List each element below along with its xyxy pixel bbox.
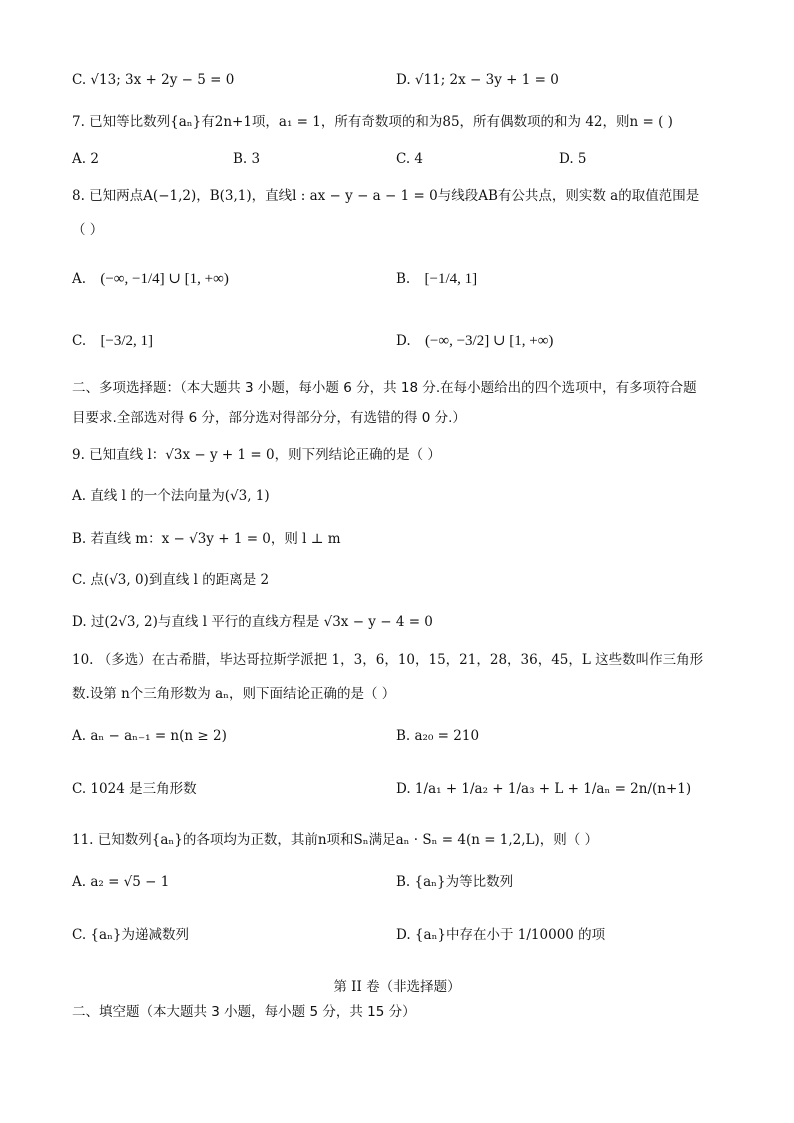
- q8-option-a: [72, 272, 229, 287]
- q9-option-d: D. 过(2√3, 2)与直线 l 平行的直线方程是 √3x − y − 4 = 0: [72, 614, 433, 630]
- q6-option-c: C. √13; 3x + 2y − 5 = 0: [72, 72, 235, 88]
- q8-option-c-value: [−3/2, 1]: [100, 333, 154, 349]
- q10-stem-line1: 10. （多选）在古希腊，毕达哥拉斯学派把 1，3，6，10，15，21，28，36，45，L 这些数叫作三角形: [72, 652, 704, 668]
- q8-option-a-label: A.: [72, 271, 87, 287]
- section-multi-choice-line2: 目要求.全部选对得 6 分，部分选对得部分分，有选错的得 0 分.）: [72, 410, 466, 426]
- q9-option-a: A. 直线 l 的一个法向量为(√3, 1): [72, 488, 270, 504]
- q11-option-d: D. {aₙ}中存在小于 1/10000 的项: [396, 927, 606, 943]
- q8-stem: 8. 已知两点A(−1,2)，B(3,1)，直线l : ax − y − a − 1 = 0与线段AB有公共点，则实数 a的取值范围是: [72, 188, 700, 204]
- q10-stem-line2: 数.设第 n个三角形数为 aₙ，则下面结论正确的是（ ）: [72, 686, 396, 702]
- section-fill-blank-header: 二、填空题（本大题共 3 小题，每小题 5 分，共 15 分）: [72, 1004, 416, 1020]
- q8-option-d-value: (−∞, −3/2] ∪ [1, +∞): [424, 333, 554, 349]
- q8-option-a-value: (−∞, −1/4] ∪ [1, +∞): [100, 271, 229, 287]
- q9-option-c: C. 点(√3, 0)到直线 l 的距离是 2: [72, 572, 270, 588]
- q10-option-a: A. aₙ − aₙ₋₁ = n(n ≥ 2): [72, 728, 227, 744]
- q8-option-c-label: C.: [72, 333, 87, 349]
- q7-option-c: C. 4: [396, 151, 424, 167]
- q8-option-c: [72, 334, 153, 349]
- q8-option-d-label: D.: [396, 333, 411, 349]
- q10-option-d: D. 1/a₁ + 1/a₂ + 1/a₃ + L + 1/aₙ = 2n/(n+1): [396, 781, 692, 797]
- q6-option-d: D. √11; 2x − 3y + 1 = 0: [396, 72, 559, 88]
- q10-option-b: B. a₂₀ = 210: [396, 728, 480, 744]
- part-two-title: 第 II 卷（非选择题）: [333, 979, 461, 995]
- q7-option-a: A. 2: [72, 151, 99, 167]
- q11-option-b: B. {aₙ}为等比数列: [396, 874, 514, 890]
- q9-stem: 9. 已知直线 l：√3x − y + 1 = 0，则下列结论正确的是（ ）: [72, 447, 441, 463]
- q11-option-c: C. {aₙ}为递减数列: [72, 927, 189, 943]
- q7-stem: 7. 已知等比数列{aₙ}有2n+1项，a₁ = 1，所有奇数项的和为85，所有偶数项的和为 42，则n = ( ): [72, 114, 673, 130]
- q8-option-b-value: [−1/4, 1]: [424, 271, 478, 287]
- q11-option-a: A. a₂ = √5 − 1: [72, 874, 170, 890]
- q9-option-b: B. 若直线 m：x − √3y + 1 = 0，则 l ⊥ m: [72, 531, 341, 547]
- q8-answer-paren: （ ）: [72, 222, 104, 238]
- q8-option-b-label: B.: [396, 271, 411, 287]
- q11-stem: 11. 已知数列{aₙ}的各项均为正数，其前n项和Sₙ满足aₙ · Sₙ = 4(n = 1,2,L)，则（ ）: [72, 832, 599, 848]
- q8-option-d: [396, 334, 553, 349]
- q8-option-b: [396, 272, 477, 287]
- q10-option-c: C. 1024 是三角形数: [72, 781, 197, 797]
- q7-option-d: D. 5: [559, 151, 587, 167]
- q7-option-b: B. 3: [233, 151, 261, 167]
- section-multi-choice-line1: 二、多项选择题：（本大题共 3 小题，每小题 6 分，共 18 分.在每小题给出的四个选项中，有多项符合题: [72, 380, 697, 396]
